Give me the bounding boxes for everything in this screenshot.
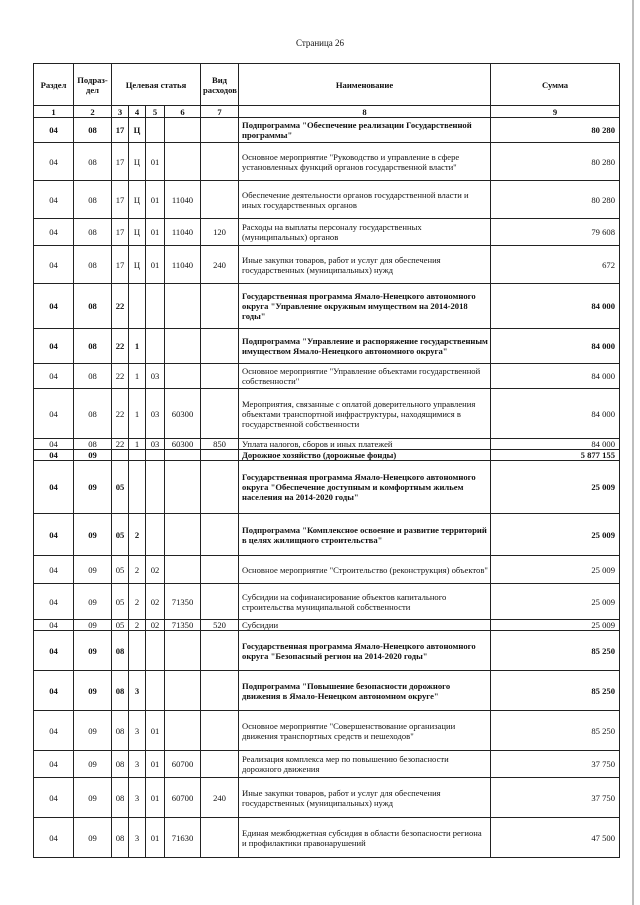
- razdel-cell: 04: [34, 450, 74, 461]
- razdel-cell: 04: [34, 284, 74, 329]
- program-code-cell: 05: [112, 620, 129, 631]
- direction-code-cell: 11040: [165, 246, 201, 284]
- page-number: Страница 26: [295, 38, 345, 48]
- naimenovanie-cell: Основное мероприятие "Руководство и управление в сфере установленных функций органов государственной власти": [239, 143, 491, 181]
- podrazdel-cell: 09: [74, 584, 112, 620]
- table-row: [34, 631, 620, 671]
- event-code-cell: [146, 631, 165, 671]
- podrazdel-cell: 08: [74, 329, 112, 364]
- table-row: [34, 711, 620, 751]
- vid-rashodov-cell: [201, 143, 239, 181]
- index-cell: 5: [146, 106, 165, 118]
- naimenovanie-cell: Подпрограмма "Обеспечение реализации Государственной программы": [239, 118, 491, 143]
- direction-code-cell: 11040: [165, 181, 201, 219]
- table-row: [34, 450, 620, 461]
- razdel-cell: 04: [34, 118, 74, 143]
- podrazdel-cell: 08: [74, 364, 112, 389]
- subprogram-code-cell: 2: [129, 556, 146, 584]
- razdel-cell: 04: [34, 751, 74, 778]
- vid-rashodov-cell: [201, 181, 239, 219]
- razdel-cell: 04: [34, 631, 74, 671]
- razdel-cell: 04: [34, 461, 74, 514]
- vid-rashodov-cell: 240: [201, 778, 239, 818]
- podrazdel-cell: 09: [74, 620, 112, 631]
- naimenovanie-cell: Основное мероприятие "Совершенствование организации движения транспортных средств и пешеходов": [239, 711, 491, 751]
- razdel-cell: 04: [34, 671, 74, 711]
- vid-rashodov-cell: [201, 631, 239, 671]
- subprogram-code-cell: 3: [129, 671, 146, 711]
- header-razdel: Раздел: [34, 64, 74, 106]
- table-row: [34, 329, 620, 364]
- naimenovanie-cell: Подпрограмма "Повышение безопасности дорожного движения в Ямало-Ненецком автономном округе": [239, 671, 491, 711]
- program-code-cell: 08: [112, 778, 129, 818]
- event-code-cell: 01: [146, 711, 165, 751]
- header-celevaya-statya: Целевая статья: [112, 64, 201, 106]
- podrazdel-cell: 08: [74, 246, 112, 284]
- podrazdel-cell: 08: [74, 143, 112, 181]
- direction-code-cell: 71350: [165, 620, 201, 631]
- index-cell: 9: [491, 106, 620, 118]
- summa-cell: 84 000: [491, 329, 620, 364]
- direction-code-cell: [165, 450, 201, 461]
- direction-code-cell: 60700: [165, 751, 201, 778]
- vid-rashodov-cell: [201, 556, 239, 584]
- index-cell: 8: [239, 106, 491, 118]
- podrazdel-cell: 09: [74, 450, 112, 461]
- summa-cell: 37 750: [491, 751, 620, 778]
- event-code-cell: [146, 329, 165, 364]
- summa-cell: 25 009: [491, 620, 620, 631]
- table-row: [34, 514, 620, 556]
- summa-cell: 5 877 155: [491, 450, 620, 461]
- event-code-cell: 01: [146, 778, 165, 818]
- event-code-cell: 01: [146, 751, 165, 778]
- subprogram-code-cell: 1: [129, 439, 146, 450]
- program-code-cell: 22: [112, 364, 129, 389]
- razdel-cell: 04: [34, 514, 74, 556]
- table-row: [34, 389, 620, 439]
- table-row: [34, 461, 620, 514]
- program-code-cell: 08: [112, 671, 129, 711]
- vid-rashodov-cell: [201, 329, 239, 364]
- subprogram-code-cell: [129, 461, 146, 514]
- direction-code-cell: [165, 364, 201, 389]
- naimenovanie-cell: Субсидии на софинансирование объектов капитального строительства муниципальной собственности: [239, 584, 491, 620]
- podrazdel-cell: 08: [74, 181, 112, 219]
- summa-cell: 80 280: [491, 143, 620, 181]
- subprogram-code-cell: 3: [129, 751, 146, 778]
- event-code-cell: [146, 118, 165, 143]
- table-row: [34, 118, 620, 143]
- naimenovanie-cell: Иные закупки товаров, работ и услуг для обеспечения государственных (муниципальных) нужд: [239, 778, 491, 818]
- razdel-cell: 04: [34, 711, 74, 751]
- program-code-cell: 08: [112, 631, 129, 671]
- table-row: [34, 364, 620, 389]
- summa-cell: 25 009: [491, 514, 620, 556]
- event-code-cell: [146, 450, 165, 461]
- subprogram-code-cell: 1: [129, 389, 146, 439]
- subprogram-code-cell: [129, 450, 146, 461]
- event-code-cell: 01: [146, 246, 165, 284]
- table-row: [34, 751, 620, 778]
- event-code-cell: 02: [146, 620, 165, 631]
- program-code-cell: 08: [112, 751, 129, 778]
- summa-cell: 85 250: [491, 631, 620, 671]
- podrazdel-cell: 09: [74, 818, 112, 858]
- event-code-cell: [146, 671, 165, 711]
- naimenovanie-cell: Основное мероприятие "Строительство (реконструкция) объектов": [239, 556, 491, 584]
- vid-rashodov-cell: [201, 450, 239, 461]
- program-code-cell: 17: [112, 118, 129, 143]
- program-code-cell: 17: [112, 246, 129, 284]
- subprogram-code-cell: Ц: [129, 181, 146, 219]
- summa-cell: 85 250: [491, 711, 620, 751]
- header-naimenovanie: Наименование: [239, 64, 491, 106]
- table-row: [34, 439, 620, 450]
- direction-code-cell: [165, 284, 201, 329]
- naimenovanie-cell: Дорожное хозяйство (дорожные фонды): [239, 450, 491, 461]
- summa-cell: 25 009: [491, 584, 620, 620]
- summa-cell: 47 500: [491, 818, 620, 858]
- naimenovanie-cell: Реализация комплекса мер по повышению безопасности дорожного движения: [239, 751, 491, 778]
- budget-table: [33, 63, 620, 858]
- naimenovanie-cell: Основное мероприятие "Управление объектами государственной собственности": [239, 364, 491, 389]
- naimenovanie-cell: Уплата налогов, сборов и иных платежей: [239, 439, 491, 450]
- podrazdel-cell: 09: [74, 514, 112, 556]
- podrazdel-cell: 09: [74, 671, 112, 711]
- program-code-cell: 08: [112, 711, 129, 751]
- podrazdel-cell: 09: [74, 751, 112, 778]
- summa-cell: 84 000: [491, 439, 620, 450]
- program-code-cell: 05: [112, 461, 129, 514]
- subprogram-code-cell: Ц: [129, 118, 146, 143]
- index-cell: 3: [112, 106, 129, 118]
- vid-rashodov-cell: 120: [201, 219, 239, 246]
- naimenovanie-cell: Мероприятия, связанные с оплатой доверительного управления объектами транспортной инфраструктуры, находящимися в государственной собственности: [239, 389, 491, 439]
- direction-code-cell: [165, 671, 201, 711]
- razdel-cell: 04: [34, 389, 74, 439]
- index-cell: 6: [165, 106, 201, 118]
- vid-rashodov-cell: [201, 671, 239, 711]
- summa-cell: 80 280: [491, 181, 620, 219]
- direction-code-cell: [165, 461, 201, 514]
- summa-cell: 84 000: [491, 389, 620, 439]
- program-code-cell: [112, 450, 129, 461]
- naimenovanie-cell: Обеспечение деятельности органов государственной власти и иных государственных органов: [239, 181, 491, 219]
- vid-rashodov-cell: [201, 364, 239, 389]
- naimenovanie-cell: Государственная программа Ямало-Ненецкого автономного округа "Обеспечение доступным и комфортным жильем населения на 2014-2020 годы": [239, 461, 491, 514]
- event-code-cell: 01: [146, 818, 165, 858]
- summa-cell: 25 009: [491, 461, 620, 514]
- razdel-cell: 04: [34, 556, 74, 584]
- event-code-cell: [146, 514, 165, 556]
- direction-code-cell: 60700: [165, 778, 201, 818]
- program-code-cell: 17: [112, 143, 129, 181]
- subprogram-code-cell: 1: [129, 329, 146, 364]
- razdel-cell: 04: [34, 181, 74, 219]
- table-row: [34, 143, 620, 181]
- index-cell: 7: [201, 106, 239, 118]
- program-code-cell: 17: [112, 219, 129, 246]
- podrazdel-cell: 08: [74, 389, 112, 439]
- program-code-cell: 22: [112, 389, 129, 439]
- razdel-cell: 04: [34, 219, 74, 246]
- program-code-cell: 22: [112, 284, 129, 329]
- subprogram-code-cell: Ц: [129, 143, 146, 181]
- direction-code-cell: 71630: [165, 818, 201, 858]
- header-podrazdel: Подраз-дел: [74, 64, 112, 106]
- vid-rashodov-cell: [201, 584, 239, 620]
- subprogram-code-cell: 1: [129, 364, 146, 389]
- subprogram-code-cell: [129, 284, 146, 329]
- summa-cell: 79 608: [491, 219, 620, 246]
- vid-rashodov-cell: 850: [201, 439, 239, 450]
- index-cell: 1: [34, 106, 74, 118]
- podrazdel-cell: 09: [74, 631, 112, 671]
- program-code-cell: 17: [112, 181, 129, 219]
- page-edge-divider: [632, 0, 634, 905]
- event-code-cell: 03: [146, 364, 165, 389]
- vid-rashodov-cell: [201, 751, 239, 778]
- razdel-cell: 04: [34, 246, 74, 284]
- naimenovanie-cell: Подпрограмма "Управление и распоряжение государственным имуществом Ямало-Ненецкого автономного округа": [239, 329, 491, 364]
- direction-code-cell: [165, 329, 201, 364]
- event-code-cell: [146, 284, 165, 329]
- podrazdel-cell: 09: [74, 778, 112, 818]
- table-row: [34, 671, 620, 711]
- column-index-row: [34, 106, 620, 118]
- event-code-cell: 03: [146, 439, 165, 450]
- razdel-cell: 04: [34, 818, 74, 858]
- direction-code-cell: 60300: [165, 439, 201, 450]
- vid-rashodov-cell: [201, 389, 239, 439]
- vid-rashodov-cell: [201, 118, 239, 143]
- summa-cell: 84 000: [491, 364, 620, 389]
- table-row: [34, 181, 620, 219]
- subprogram-code-cell: 2: [129, 514, 146, 556]
- direction-code-cell: 60300: [165, 389, 201, 439]
- summa-cell: 84 000: [491, 284, 620, 329]
- event-code-cell: [146, 461, 165, 514]
- subprogram-code-cell: [129, 631, 146, 671]
- direction-code-cell: [165, 711, 201, 751]
- razdel-cell: 04: [34, 778, 74, 818]
- podrazdel-cell: 08: [74, 284, 112, 329]
- podrazdel-cell: 08: [74, 219, 112, 246]
- razdel-cell: 04: [34, 584, 74, 620]
- subprogram-code-cell: 3: [129, 711, 146, 751]
- index-cell: 2: [74, 106, 112, 118]
- naimenovanie-cell: Государственная программа Ямало-Ненецкого автономного округа "Безопасный регион на 2014-2020 годы": [239, 631, 491, 671]
- direction-code-cell: [165, 514, 201, 556]
- header-vid-rashodov: Вид расходов: [201, 64, 239, 106]
- program-code-cell: 05: [112, 584, 129, 620]
- header-row: [34, 64, 620, 106]
- table-row: [34, 556, 620, 584]
- razdel-cell: 04: [34, 143, 74, 181]
- table-row: [34, 284, 620, 329]
- direction-code-cell: [165, 118, 201, 143]
- naimenovanie-cell: Субсидии: [239, 620, 491, 631]
- podrazdel-cell: 09: [74, 556, 112, 584]
- table-row: [34, 778, 620, 818]
- naimenovanie-cell: Подпрограмма "Комплексное освоение и развитие территорий в целях жилищного строительства": [239, 514, 491, 556]
- program-code-cell: 05: [112, 514, 129, 556]
- subprogram-code-cell: 3: [129, 778, 146, 818]
- razdel-cell: 04: [34, 620, 74, 631]
- naimenovanie-cell: Расходы на выплаты персоналу государственных (муниципальных) органов: [239, 219, 491, 246]
- podrazdel-cell: 08: [74, 439, 112, 450]
- podrazdel-cell: 09: [74, 461, 112, 514]
- naimenovanie-cell: Единая межбюджетная субсидия в области безопасности региона и профилактики правонарушений: [239, 818, 491, 858]
- event-code-cell: 01: [146, 181, 165, 219]
- vid-rashodov-cell: [201, 514, 239, 556]
- table-row: [34, 219, 620, 246]
- subprogram-code-cell: 2: [129, 584, 146, 620]
- subprogram-code-cell: Ц: [129, 219, 146, 246]
- table-row: [34, 584, 620, 620]
- naimenovanie-cell: Иные закупки товаров, работ и услуг для обеспечения государственных (муниципальных) нужд: [239, 246, 491, 284]
- program-code-cell: 22: [112, 439, 129, 450]
- vid-rashodov-cell: [201, 284, 239, 329]
- vid-rashodov-cell: 520: [201, 620, 239, 631]
- direction-code-cell: [165, 556, 201, 584]
- razdel-cell: 04: [34, 329, 74, 364]
- subprogram-code-cell: 2: [129, 620, 146, 631]
- table-row: [34, 246, 620, 284]
- vid-rashodov-cell: [201, 818, 239, 858]
- direction-code-cell: 11040: [165, 219, 201, 246]
- naimenovanie-cell: Государственная программа Ямало-Ненецкого автономного округа "Управление окружным имуществом на 2014-2018 годы": [239, 284, 491, 329]
- vid-rashodov-cell: 240: [201, 246, 239, 284]
- podrazdel-cell: 08: [74, 118, 112, 143]
- summa-cell: 25 009: [491, 556, 620, 584]
- direction-code-cell: [165, 143, 201, 181]
- index-cell: 4: [129, 106, 146, 118]
- program-code-cell: 05: [112, 556, 129, 584]
- event-code-cell: 02: [146, 556, 165, 584]
- table-row: [34, 818, 620, 858]
- direction-code-cell: 71350: [165, 584, 201, 620]
- table-body: [34, 118, 620, 858]
- program-code-cell: 22: [112, 329, 129, 364]
- vid-rashodov-cell: [201, 711, 239, 751]
- event-code-cell: 02: [146, 584, 165, 620]
- summa-cell: 37 750: [491, 778, 620, 818]
- table-row: [34, 620, 620, 631]
- vid-rashodov-cell: [201, 461, 239, 514]
- event-code-cell: 01: [146, 143, 165, 181]
- event-code-cell: 03: [146, 389, 165, 439]
- summa-cell: 80 280: [491, 118, 620, 143]
- razdel-cell: 04: [34, 364, 74, 389]
- program-code-cell: 08: [112, 818, 129, 858]
- summa-cell: 672: [491, 246, 620, 284]
- direction-code-cell: [165, 631, 201, 671]
- summa-cell: 85 250: [491, 671, 620, 711]
- subprogram-code-cell: 3: [129, 818, 146, 858]
- subprogram-code-cell: Ц: [129, 246, 146, 284]
- event-code-cell: 01: [146, 219, 165, 246]
- razdel-cell: 04: [34, 439, 74, 450]
- header-summa: Сумма: [491, 64, 620, 106]
- podrazdel-cell: 09: [74, 711, 112, 751]
